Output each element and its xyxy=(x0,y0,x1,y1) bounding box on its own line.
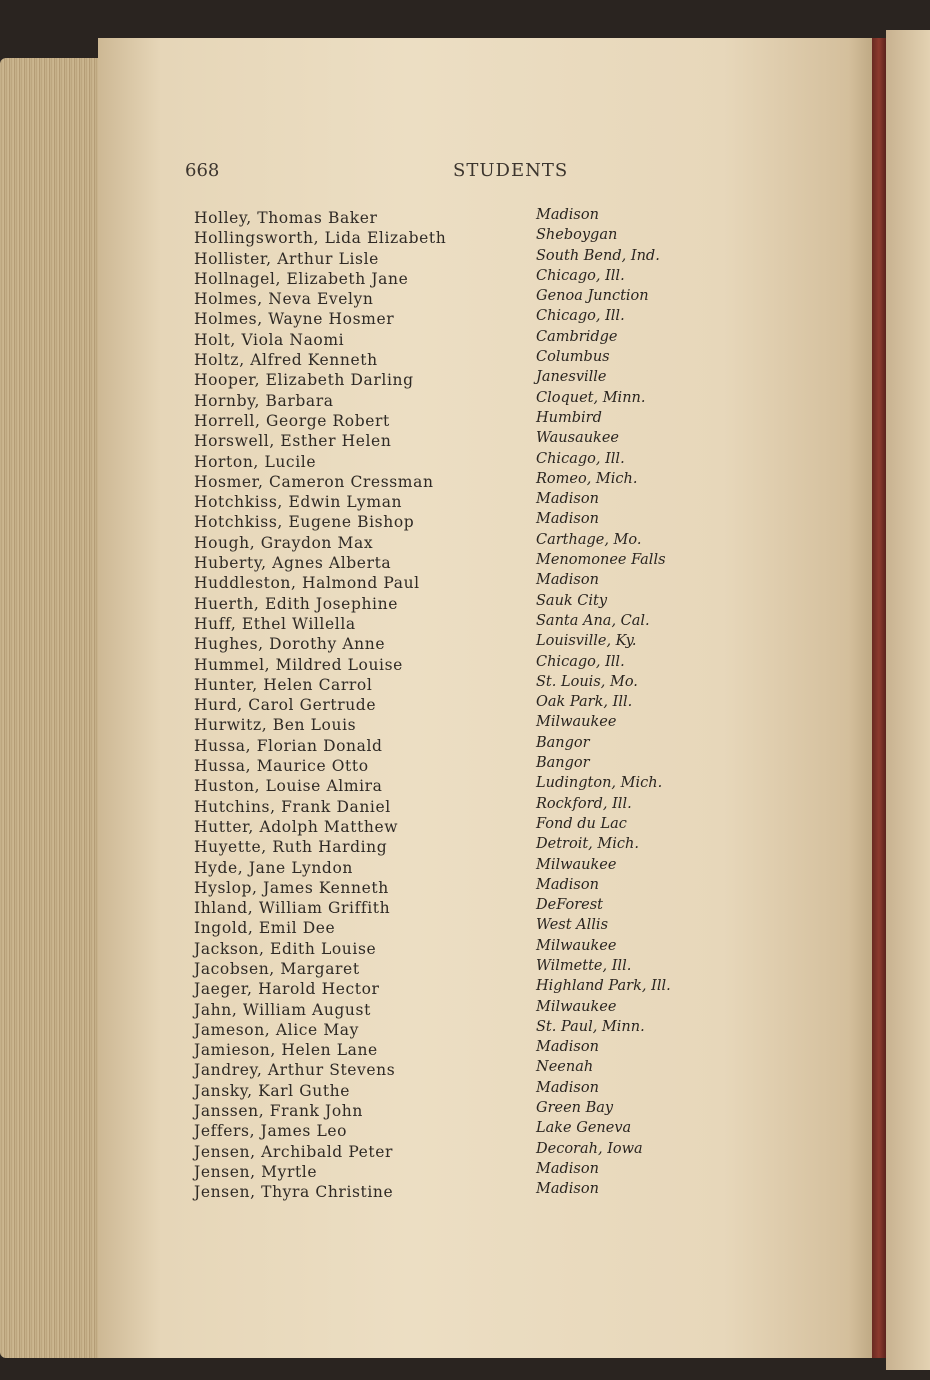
student-name: Hotchkiss, Edwin Lyman xyxy=(194,493,403,512)
student-hometown: Milwaukee xyxy=(536,856,617,873)
student-hometown: Cloquet, Minn. xyxy=(536,389,646,406)
student-name: Holmes, Neva Evelyn xyxy=(194,290,374,309)
student-name: Huddleston, Halmond Paul xyxy=(194,574,420,593)
student-name: Huberty, Agnes Alberta xyxy=(194,554,392,573)
student-hometown: St. Paul, Minn. xyxy=(536,1018,645,1035)
student-name: Jameson, Alice May xyxy=(194,1020,360,1039)
student-name: Ihland, William Griffith xyxy=(194,899,391,918)
student-name: Hurwitz, Ben Louis xyxy=(194,716,357,735)
student-hometown: Wilmette, Ill. xyxy=(536,957,632,974)
student-name: Hollister, Arthur Lisle xyxy=(194,249,379,268)
student-hometown: Chicago, Ill. xyxy=(536,267,625,284)
student-hometown: Madison xyxy=(536,572,599,589)
student-name: Jeffers, James Leo xyxy=(194,1122,348,1141)
student-hometown: Neenah xyxy=(536,1059,594,1076)
student-name: Jensen, Thyra Christine xyxy=(194,1183,394,1202)
book-spine xyxy=(872,38,886,1358)
student-name: Hunter, Helen Carrol xyxy=(194,675,373,694)
student-name: Horswell, Esther Helen xyxy=(194,432,392,451)
student-hometown: Madison xyxy=(536,1160,599,1177)
student-hometown: Fond du Lac xyxy=(536,815,627,832)
student-name: Hutchins, Frank Daniel xyxy=(194,797,391,816)
student-hometown: Milwaukee xyxy=(536,998,617,1015)
student-name: Hyslop, James Kenneth xyxy=(194,878,389,897)
student-hometown: Chicago, Ill. xyxy=(536,308,625,325)
student-hometown: Columbus xyxy=(536,349,610,366)
student-hometown: Santa Ana, Cal. xyxy=(536,612,650,629)
student-hometown: Wausaukee xyxy=(536,430,619,447)
page-number: 668 xyxy=(185,160,220,181)
student-hometown: Ludington, Mich. xyxy=(536,775,663,792)
student-hometown: Decorah, Iowa xyxy=(536,1140,643,1157)
student-hometown: Madison xyxy=(536,1039,599,1056)
student-name: Jahn, William August xyxy=(194,1000,371,1019)
student-hometown: Milwaukee xyxy=(536,714,617,731)
student-hometown: Madison xyxy=(536,511,599,528)
student-hometown: Madison xyxy=(536,876,599,893)
student-hometown: Rockford, Ill. xyxy=(536,795,632,812)
student-hometown: Louisville, Ky. xyxy=(536,633,637,650)
student-name: Ingold, Emil Dee xyxy=(194,919,336,938)
student-hometown: Lake Geneva xyxy=(536,1120,632,1137)
student-hometown: Bangor xyxy=(536,734,590,751)
page-title: STUDENTS xyxy=(453,160,569,181)
student-name: Holtz, Alfred Kenneth xyxy=(194,351,378,370)
student-hometown: Madison xyxy=(536,207,599,223)
student-hometown: Detroit, Mich. xyxy=(536,836,639,853)
student-name: Holt, Viola Naomi xyxy=(194,330,345,349)
student-name: Hornby, Barbara xyxy=(194,391,334,410)
student-name: Holley, Thomas Baker xyxy=(194,209,378,227)
adjacent-page-edge xyxy=(886,30,930,1370)
student-name: Hough, Graydon Max xyxy=(194,533,374,552)
page-stack-edge xyxy=(0,58,100,1358)
student-name: Hussa, Maurice Otto xyxy=(194,757,369,776)
student-name: Hurd, Carol Gertrude xyxy=(194,696,377,715)
student-name: Holmes, Wayne Hosmer xyxy=(194,310,395,329)
student-name: Hussa, Florian Donald xyxy=(194,736,383,755)
student-hometown: Bangor xyxy=(536,755,590,772)
student-hometown: DeForest xyxy=(536,897,603,914)
student-name: Hollingsworth, Lida Elizabeth xyxy=(194,229,447,248)
student-name: Jaeger, Harold Hector xyxy=(194,980,380,999)
student-hometown: Chicago, Ill. xyxy=(536,450,625,467)
student-hometown: Menomonee Falls xyxy=(536,552,666,569)
student-name: Hughes, Dorothy Anne xyxy=(194,635,386,654)
student-hometown: Genoa Junction xyxy=(536,288,649,305)
student-hometown: Green Bay xyxy=(536,1100,614,1117)
student-name: Huerth, Edith Josephine xyxy=(194,594,398,613)
student-name: Hollnagel, Elizabeth Jane xyxy=(194,269,409,288)
student-hometown: Milwaukee xyxy=(536,937,617,954)
running-head xyxy=(185,160,825,182)
student-hometown: Sauk City xyxy=(536,592,608,609)
student-hometown: West Allis xyxy=(536,917,609,934)
student-name: Hyde, Jane Lyndon xyxy=(194,858,353,877)
student-hometown: Madison xyxy=(536,491,599,508)
student-hometown: Highland Park, Ill. xyxy=(536,978,671,995)
student-name: Huff, Ethel Willella xyxy=(194,614,356,633)
student-name: Jamieson, Helen Lane xyxy=(194,1041,378,1060)
student-hometown: Romeo, Mich. xyxy=(536,470,638,487)
student-hometown: South Bend, Ind. xyxy=(536,247,660,264)
student-name: Jansky, Karl Guthe xyxy=(194,1081,350,1100)
student-name: Jandrey, Arthur Stevens xyxy=(194,1061,396,1080)
student-hometown: Chicago, Ill. xyxy=(536,653,625,670)
student-name: Jackson, Edith Louise xyxy=(194,939,377,958)
student-name: Huyette, Ruth Harding xyxy=(194,838,388,857)
student-name: Horrell, George Robert xyxy=(194,411,390,430)
student-name: Jensen, Myrtle xyxy=(194,1162,318,1181)
student-hometown: Madison xyxy=(536,1181,599,1198)
student-name: Janssen, Frank John xyxy=(194,1102,363,1121)
student-hometown: Madison xyxy=(536,1079,599,1096)
student-name: Horton, Lucile xyxy=(194,452,317,471)
student-hometown: Oak Park, Ill. xyxy=(536,694,633,711)
student-name: Jensen, Archibald Peter xyxy=(194,1142,394,1161)
names-column xyxy=(194,208,524,1203)
places-column xyxy=(536,205,806,1200)
student-hometown: Carthage, Mo. xyxy=(536,531,642,548)
student-hometown: Sheboygan xyxy=(536,227,618,244)
student-hometown: St. Louis, Mo. xyxy=(536,673,638,690)
student-name: Hosmer, Cameron Cressman xyxy=(194,472,434,491)
student-hometown: Humbird xyxy=(536,409,602,426)
student-name: Hotchkiss, Eugene Bishop xyxy=(194,513,415,532)
student-name: Jacobsen, Margaret xyxy=(194,959,360,978)
student-name: Hutter, Adolph Matthew xyxy=(194,817,399,836)
student-hometown: Janesville xyxy=(536,369,607,386)
student-name: Hooper, Elizabeth Darling xyxy=(194,371,414,390)
student-name: Huston, Louise Almira xyxy=(194,777,383,796)
student-hometown: Cambridge xyxy=(536,328,618,345)
student-name: Hummel, Mildred Louise xyxy=(194,655,403,674)
